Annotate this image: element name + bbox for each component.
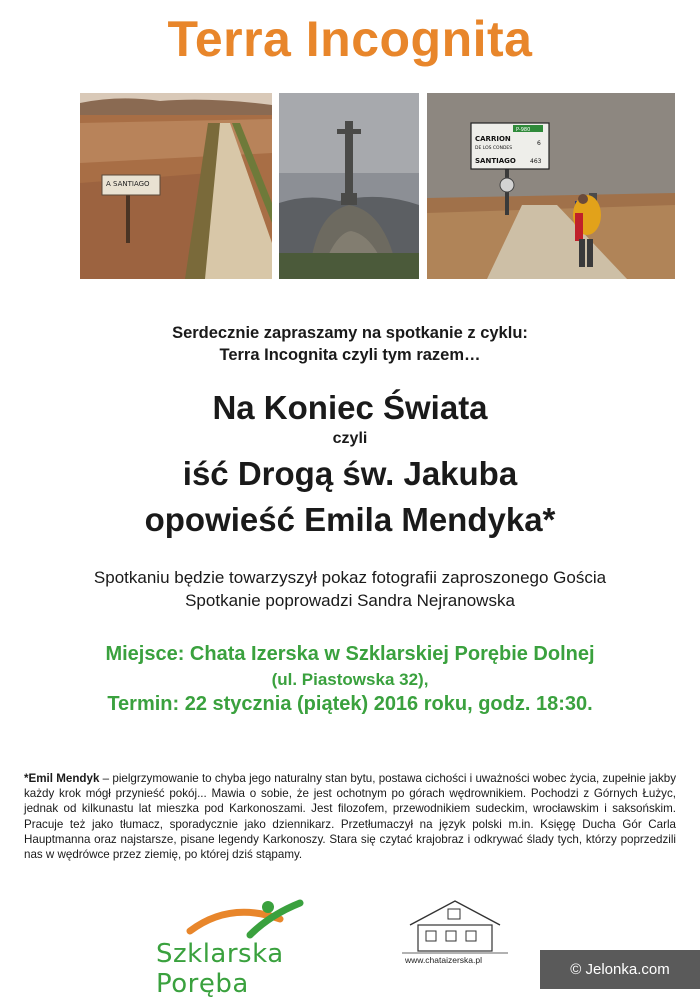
road-sign-line-2: DE LOS CONDES (475, 146, 513, 151)
photo-pilgrim (427, 93, 675, 279)
headline-czyli: czyli (332, 430, 368, 447)
bio-paragraph (24, 771, 676, 862)
road-sign-num-2: 463 (530, 158, 542, 165)
bio-text: – pielgrzymowanie to chyba jego naturalny stan bytu, postawa cichości i uważności wobec życia, zupełnie jakby każdy krok mógł przynieść pokój... Mawia o sobie, że jest ochotnym po górach wędrownikiem. Pochodzi z Górnych Łużyc, jednak od kilkunastu lat mieszka pod Karkonoszami. Jest filozofem, przewodnikiem sudeckim, wrocławskim i saksońskim. Pracuje też jako tłumacz, sporadycznie jako dziennikarz. Przetłumaczył na język polski m.in. Księgę Ducha Gór Carla Hauptmanna oraz najstarsze, pisane legendy Karkonoszy. Stara się czytać krajobraz i odkrywać ślady tych, którzy poprzedzili nas w wędrówce przez ziemię, po której dziś stąpamy. (24, 772, 676, 862)
event-place: Miejsce: Chata Izerska w Szklarskiej Porębie Dolnej (105, 643, 595, 665)
sign-text: A SANTIAGO (106, 180, 150, 188)
road-sign-line-3: SANTIAGO (475, 157, 516, 165)
headline-line-3: opowieść Emila Mendyka* (144, 501, 556, 538)
sub-line-1: Spotkaniu będzie towarzyszył pokaz fotografii zaproszonego Gościa (93, 568, 607, 587)
poster-title: Terra Incognita (167, 11, 533, 67)
bio-name: *Emil Mendyk (24, 772, 100, 785)
road-sign-num-1: 6 (537, 140, 541, 147)
intro-line-1: Serdecznie zapraszamy na spotkanie z cyklu: (172, 324, 528, 342)
intro-text (0, 322, 700, 366)
jelonka-watermark: © Jelonka.com (540, 950, 700, 989)
photo-cross-rock (279, 93, 419, 279)
szklarska-poreba-logo (150, 895, 380, 999)
sub-line-2: Spotkanie poprowadzi Sandra Nejranowska (185, 591, 515, 610)
chata-url[interactable]: www.chataizerska.pl (405, 955, 483, 965)
headline-line-1: Na Koniec Świata (212, 389, 488, 426)
road-sign-line-1: CARRION (475, 135, 511, 143)
logo-text: Szklarska Poręba (156, 939, 284, 999)
headline-line-2: iść Drogą św. Jakuba (182, 455, 518, 492)
event-date: Termin: 22 stycznia (piątek) 2016 roku, godz. 18:30. (107, 693, 593, 715)
event-address: (ul. Piastowska 32), (271, 670, 429, 689)
intro-line-2: Terra Incognita czyli tym razem… (219, 346, 481, 364)
photo-road-sign (80, 93, 272, 279)
sub-text (0, 566, 700, 612)
road-sign-code: P-980 (516, 127, 531, 133)
